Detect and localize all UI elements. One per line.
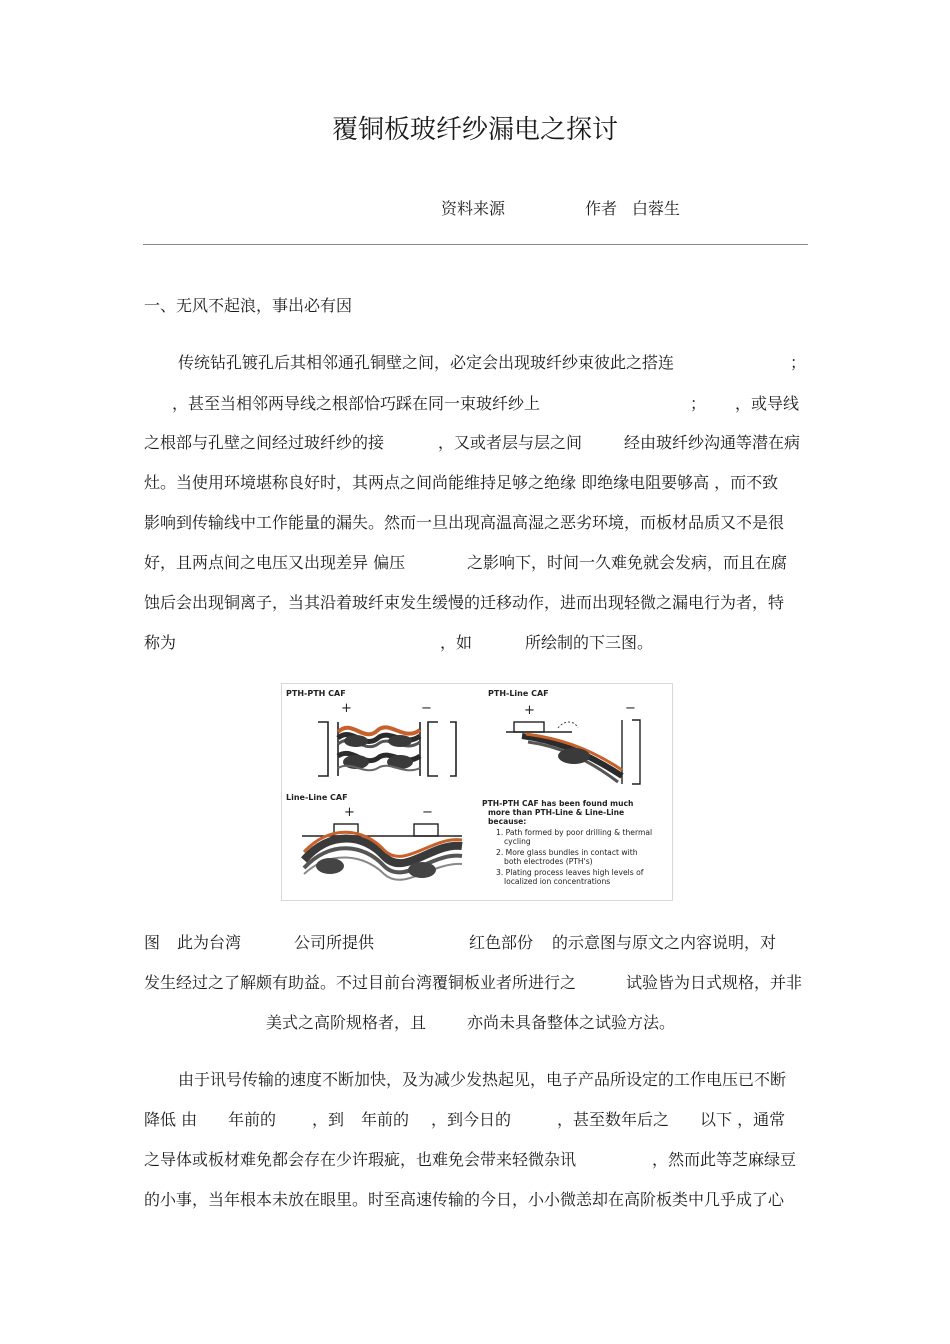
pth-right-barrel — [420, 722, 456, 776]
caption-line1b: 此为台湾 — [177, 933, 242, 952]
caption-line3a: 美式之高阶规格者，且 — [266, 1013, 427, 1032]
para2-line3b: ，然而此等芝麻绿豆 — [652, 1150, 797, 1169]
plus-sign-bl: + — [344, 805, 355, 820]
para1-line3b: ，又或者层与层之间 — [438, 433, 583, 452]
caption-line2b: 试验皆为日式规格，并非 — [626, 973, 803, 992]
label-pth-pth: PTH-PTH CAF — [286, 689, 346, 698]
note-line2: more than PTH-Line & Line-Line — [488, 808, 625, 817]
caf-notes — [482, 799, 652, 886]
minus-sign-tl: − — [421, 701, 432, 716]
para1-line8c: 所绘制的下三图。 — [525, 633, 654, 652]
caf-diagram-figure — [281, 683, 673, 901]
para2-line2c: ，到 — [312, 1110, 345, 1129]
para1-line2c: ，或导线 — [735, 394, 800, 413]
note-item2a: 2. More glass bundles in contact with — [496, 848, 638, 857]
para2-line2g: 以下 ，通常 — [700, 1110, 786, 1129]
para1-line6a: 好，且两点间之电压又出现差异 偏压 — [144, 553, 406, 572]
plus-sign-tl: + — [341, 701, 352, 716]
note-item3a: 3. Plating process leaves high levels of — [496, 868, 644, 877]
para1-line4: 灶。当使用环境堪称良好时，其两点之间尚能维持足够之绝缘 即绝缘电阻要够高 ，而不致 — [144, 473, 779, 492]
para2-line2a: 降低 由 — [144, 1110, 198, 1129]
caption-line1c: 公司所提供 — [294, 933, 375, 952]
para1-line5: 影响到传输线中工作能量的漏失。然而一旦出现高温高湿之恶劣环境，而板材品质又不是很 — [144, 513, 785, 532]
caption-line1a: 图 — [144, 933, 161, 952]
pth-left-barrel — [318, 722, 338, 776]
para1-line2a: ，甚至当相邻两导线之根部恰巧踩在同一束玻纤纱上 — [172, 394, 541, 413]
caption-line2a: 发生经过之了解颇有助益。不过目前台湾覆铜板业者所进行之 — [144, 973, 577, 992]
para1-line1a: 传统钻孔镀孔后其相邻通孔铜壁之间，必定会出现玻纤纱束彼此之搭连 — [178, 353, 675, 372]
section-heading: 一、无风不起浪，事出必有因 — [144, 296, 353, 315]
para1-line8a: 称为 — [144, 633, 177, 652]
caption-line1e: 的示意图与原文之内容说明，对 — [552, 933, 777, 952]
para1-line8b: ，如 — [440, 633, 473, 652]
para1-line1b: ； — [790, 353, 807, 372]
para2-line2f: ，甚至数年后之 — [557, 1110, 670, 1129]
glass-fiber-bundle-tl — [338, 727, 420, 770]
note-line3: because: — [488, 817, 527, 826]
document-title: 覆铜板玻纤纱漏电之探讨 — [331, 115, 618, 145]
para1-line2b: ； — [690, 394, 707, 413]
header-divider — [143, 244, 808, 245]
label-pth-line: PTH-Line CAF — [488, 689, 549, 698]
minus-sign-tr: − — [625, 701, 636, 716]
line-line-structure — [302, 824, 462, 836]
para2-line2b: 年前的 — [228, 1110, 277, 1129]
source-label: 资料来源 — [441, 199, 506, 218]
para2-line2d: 年前的 — [361, 1110, 410, 1129]
label-line-line: Line-Line CAF — [286, 793, 348, 802]
caption-line3b: 亦尚未具备整体之试验方法。 — [467, 1013, 676, 1032]
para1-line7: 蚀后会出现铜离子，当其沿着玻纤束发生缓慢的迁移动作，进而出现轻微之漏电行为者，特 — [144, 593, 785, 612]
para1-line3a: 之根部与孔壁之间经过玻纤纱的接 — [144, 433, 385, 452]
note-item1b: cycling — [504, 837, 531, 846]
note-line1: PTH-PTH CAF has been found much — [482, 799, 634, 808]
para1-line3c: 经由玻纤纱沟通等潜在病 — [624, 433, 801, 452]
plus-sign-tr: + — [524, 703, 535, 718]
para2-line3a: 之导体或板材难免都会存在少许瑕疵，也难免会带来轻微杂讯 — [144, 1150, 577, 1169]
para2-line2e: ，到今日的 — [431, 1110, 512, 1129]
glass-fiber-bundle-bl — [304, 832, 462, 880]
para2-line1: 由于讯号传输的速度不断加快，及为减少发热起见，电子产品所设定的工作电压已不断 — [178, 1070, 787, 1089]
minus-sign-bl: − — [422, 805, 433, 820]
para2-line4: 的小事，当年根本未放在眼里。时至高速传输的今日，小小微恙却在高阶板类中几乎成了心 — [144, 1190, 785, 1209]
note-item3b: localized ion concentrations — [504, 877, 611, 886]
note-item2b: both electrodes (PTH's) — [504, 857, 593, 866]
author-name: 白蓉生 — [632, 199, 681, 218]
note-item1a: 1. Path formed by poor drilling & thermal — [496, 828, 653, 837]
para1-line6b: 之影响下，时间一久难免就会发病，而且在腐 — [467, 553, 788, 572]
glass-fiber-bundle-tr — [522, 722, 622, 782]
caption-line1d: 红色部份 — [469, 933, 534, 952]
author-label: 作者 — [585, 199, 618, 218]
